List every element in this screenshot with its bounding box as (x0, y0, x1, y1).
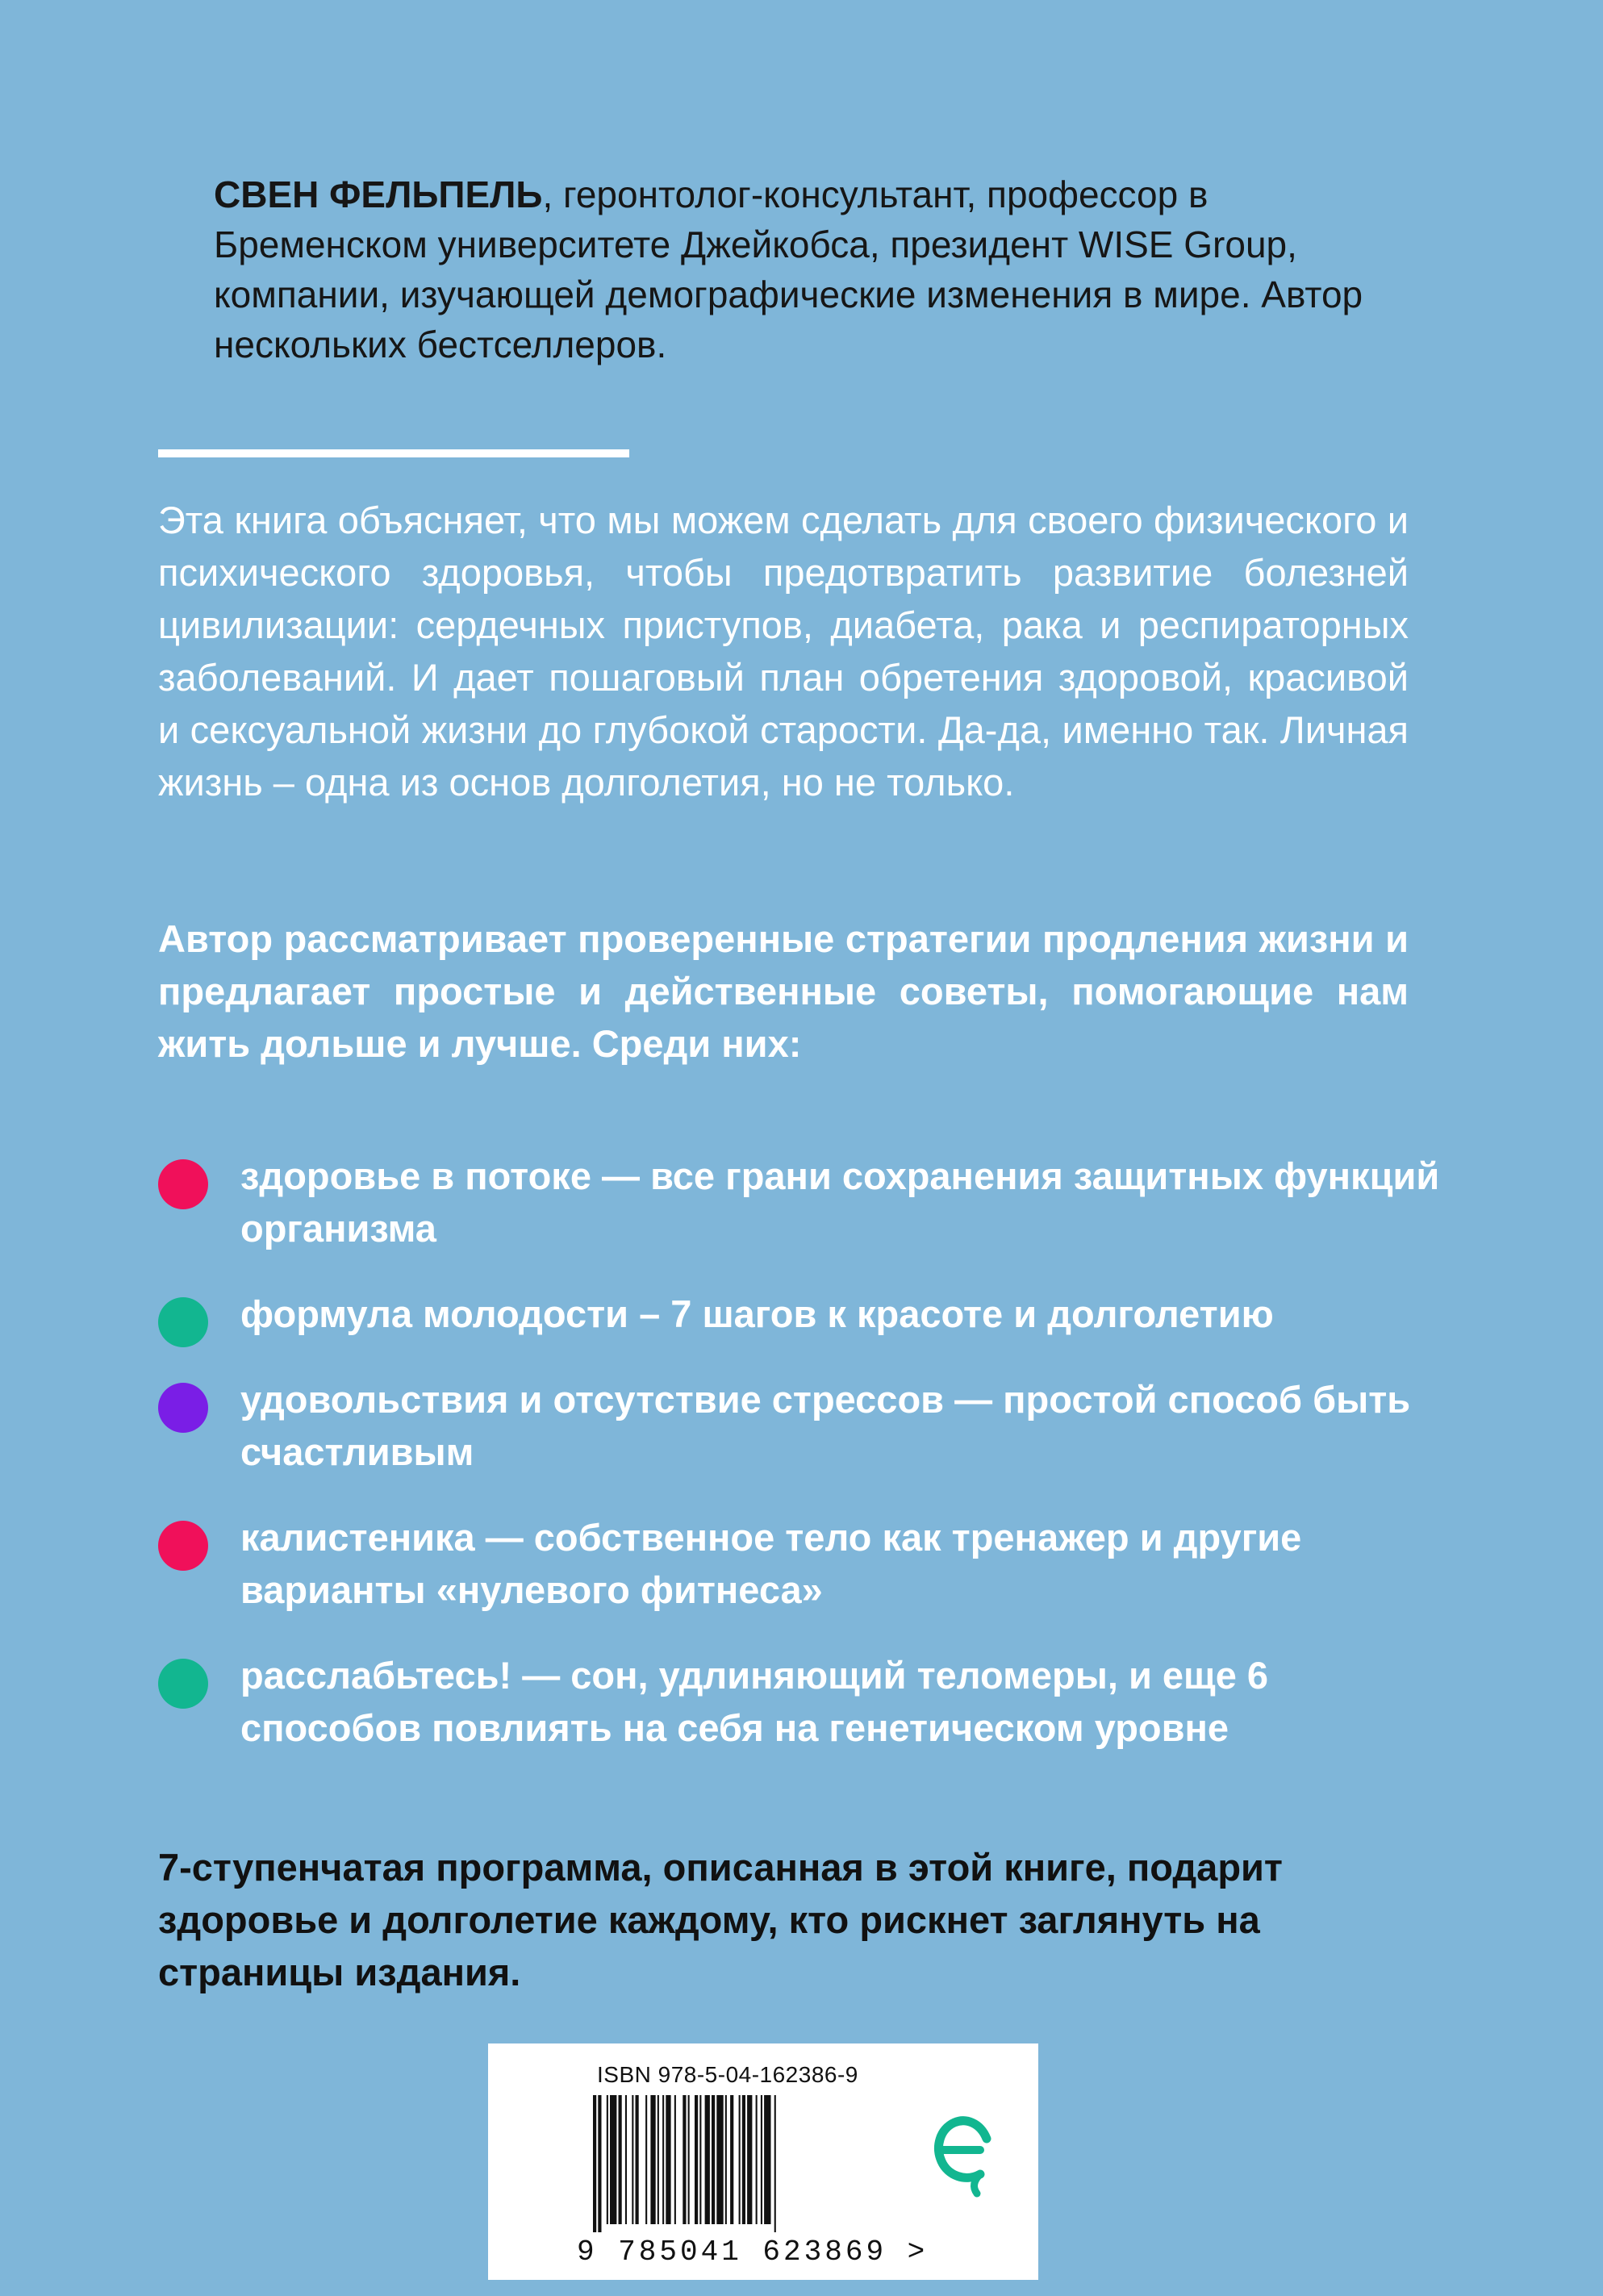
barcode-bar (712, 2095, 715, 2224)
barcode-bar (747, 2095, 752, 2224)
bullet-text: калистеника — собственное тело как тренажер и другие варианты «нулевого фитнеса» (240, 1516, 1302, 1611)
list-item (158, 1649, 1449, 1754)
barcode-bar (674, 2095, 676, 2224)
barcode-bar (645, 2095, 647, 2224)
barcode-bar (593, 2095, 596, 2232)
barcode-digits: 9 785041 623869 > (577, 2235, 929, 2269)
publisher-logo-icon (924, 2100, 1004, 2205)
barcode-bar (756, 2095, 758, 2224)
barcode-bar (761, 2095, 762, 2224)
barcode-bar (730, 2095, 733, 2224)
closing-paragraph: 7-ступенчатая программа, описанная в этой книге, подарит здоровье и долголетие каждому, кто рискнет заглянуть на страницы издания. (158, 1846, 1283, 1993)
barcode-panel (488, 2043, 1038, 2280)
barcode-bar (764, 2095, 770, 2224)
barcode-bar (742, 2095, 745, 2224)
barcode-bar (699, 2095, 701, 2224)
bullet-text: здоровье в потоке — все грани сохранения защитных функций организма (240, 1154, 1440, 1250)
bullet-dot-icon (158, 1159, 208, 1209)
bullet-dot-icon (158, 1297, 208, 1347)
barcode-bar (625, 2095, 627, 2224)
barcode-bar (636, 2095, 639, 2224)
barcode-bar (695, 2095, 698, 2224)
author-bio (214, 169, 1424, 369)
barcode-bar (619, 2095, 622, 2224)
bullet-dot-icon (158, 1659, 208, 1709)
bullet-text: удовольствия и отсутствие стрессов — простой способ быть счастливым (240, 1378, 1411, 1473)
barcode-bar (725, 2095, 727, 2224)
barcode-bar (716, 2095, 723, 2224)
barcode-bar (705, 2095, 710, 2224)
book-description: Эта книга объясняет, что мы можем сделать для своего физического и психического здоровья, чтобы предотвратить развитие болезней цивилизации: сердечных приступов, диабета, рака и респираторных заболеваний. И дает пошаговый план обретения здоровой, красивой и сексуальной жизни до глубокой старости. Да-да, именно так. Личная жизнь – одна из основ долголетия, но не только. (158, 499, 1409, 804)
barcode-bar (683, 2095, 686, 2224)
barcode-bar (598, 2095, 601, 2232)
bullet-text: формула молодости – 7 шагов к красоте и долголетию (240, 1292, 1274, 1335)
barcode-bar (657, 2095, 659, 2224)
barcode-bar (650, 2095, 655, 2224)
barcode-bar (662, 2095, 664, 2224)
barcode-bar (688, 2095, 690, 2224)
divider-line (158, 449, 629, 457)
list-item (158, 1373, 1449, 1478)
list-item (158, 1511, 1449, 1616)
barcode-bar (632, 2095, 633, 2224)
list-item (158, 1150, 1449, 1254)
barcode-bar (607, 2095, 608, 2224)
list-item (158, 1288, 1449, 1340)
bullet-text: расслабьтесь! — сон, удлиняющий теломеры, и еще 6 способов повлиять на себя на генетическом уровне (240, 1654, 1269, 1749)
advice-list (158, 1150, 1449, 1787)
author-name: СВЕН ФЕЛЬПЕЛЬ (214, 173, 543, 215)
barcode-bar (666, 2095, 670, 2224)
lead-paragraph: Автор рассматривает проверенные стратегии продления жизни и предлагает простые и действенные советы, помогающие нам жить дольше и лучше. Среди них: (158, 917, 1409, 1065)
barcode-bar (774, 2095, 776, 2232)
barcode-bar (610, 2095, 616, 2224)
barcode-bar (739, 2095, 741, 2224)
barcode-icon (593, 2095, 851, 2232)
author-description: , геронтолог-консультант, профессор в Бременском университете Джейкобса, президент WISE Group, компании, изучающей демографические изменения в мире. Автор нескольких бестселлеров. (214, 173, 1363, 365)
bullet-dot-icon (158, 1383, 208, 1433)
bullet-dot-icon (158, 1521, 208, 1571)
isbn-label: ISBN 978-5-04-162386-9 (597, 2062, 858, 2087)
